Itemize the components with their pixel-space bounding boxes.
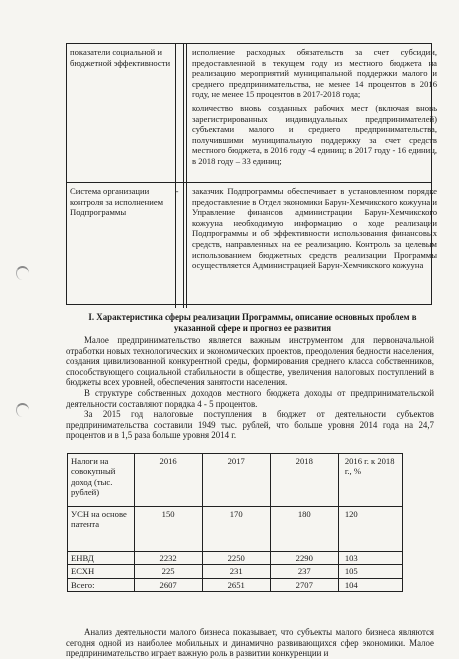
table-cell: 180 [270, 507, 338, 552]
table-cell: ЕСХН [68, 565, 135, 578]
table-cell: УСН на основе патента [68, 507, 135, 552]
paragraph: За 2015 год налоговые поступления в бюджет от деятельности субъектов предпринимательства составили 1949 тыс. рублей, что больше уровня 2014 года на 24,7 процентов и в 1,5 раза больше уровня 2014 г. [66, 409, 434, 441]
passport-row-efficiency [67, 44, 437, 182]
passport-row-control [67, 182, 437, 305]
table-cell: 2232 [134, 552, 202, 565]
table-cell: 150 [134, 507, 202, 552]
table-row [68, 578, 403, 591]
table-header-cell: 2016 [134, 454, 202, 507]
table-cell: 170 [202, 507, 270, 552]
program-passport-table [66, 43, 437, 305]
passport-row-text: количество вновь созданных рабочих мест (включая вновь зарегистрированных индивидуальных предпринимателей) субъектами малого и среднего предпринимательства, получившими муниципальную поддержку за счет средств местного бюджета, в 2016 году -4 единиц; в 2017 году - 16 единиц, в 2018 году – 33 единиц; [192, 102, 437, 166]
section-body-continued [66, 627, 434, 659]
table-cell: 103 [338, 552, 402, 565]
table-row [68, 552, 403, 565]
table-header-row [68, 454, 403, 507]
table-header-cell: Налоги на совокупный доход (тыс. рублей) [68, 454, 135, 507]
section-body [66, 335, 434, 441]
passport-row-text: исполнение расходных обязательств за счет субсидии, предоставленной в текущем году из местного бюджета на реализацию мероприятий муниципальной поддержки малого и среднего предпринимательства, не менее 14 процентов в 2016 году, не менее 15 процентов в 2017-2018 года; [192, 47, 437, 100]
table-cell: Всего: [68, 578, 135, 591]
tax-revenue-table [67, 453, 403, 592]
passport-row-dash [171, 44, 184, 185]
table-header-cell: 2018 [270, 454, 338, 507]
table-header-cell: 2017 [202, 454, 270, 507]
paragraph: Малое предпринимательство является важным инструментом для первоначальной отработки новых технологических и экономических проектов, преодоления бедности населения, создания цивилизованной конкурентной среды, формирования среднего класса собственников, способствующего социальной стабильности в обществе, увеличения налоговых поступлений в бюджеты всех уровней, обеспечения занятости населения. [66, 335, 434, 388]
passport-row-dash: - [171, 183, 184, 308]
table-cell: 2651 [202, 578, 270, 591]
table-row [68, 565, 403, 578]
section-heading: I. Характеристика сферы реализации Программы, описание основных проблем в указанной сфере и прогноз ее развития [88, 312, 417, 333]
table-cell: 2607 [134, 578, 202, 591]
table-cell: 237 [270, 565, 338, 578]
table-cell: 2707 [270, 578, 338, 591]
table-cell: 105 [338, 565, 402, 578]
punch-hole-mark [16, 403, 29, 417]
table-cell: ЕНВД [68, 552, 135, 565]
passport-row-label: показатели социальной и бюджетной эффективности [67, 44, 176, 185]
paragraph: В структуре собственных доходов местного бюджета доходы от предпринимательской деятельности составляют порядка 4 - 5 процентов. [66, 387, 434, 409]
paragraph: Анализ деятельности малого бизнеса показывает, что субъекты малого бизнеса являются сегодня одной из наиболее мобильных и динамично развивающихся сфер экономики. Малое предпринимательство играет важную роль в развитии конкуренции и [66, 627, 434, 659]
passport-row-content [186, 44, 441, 185]
passport-row-content [186, 183, 441, 308]
table-row [68, 507, 403, 552]
passport-row-text: заказчик Подпрограммы обеспечивает в установленном порядке предоставление в Отдел экономики Барун-Хемчикского кожууна и Управление финансов администрации Барун-Хемчикского кожууна необходимую информацию о ходе реализации Подпрограммы и об эффективности использования финансовых средств, направленных на ее реализацию. Контроль за целевым использованием бюджетных средств реализации Программы осуществляется Администрацией Барун-Хемчикского кожууна [192, 186, 437, 271]
table-cell: 104 [338, 578, 402, 591]
punch-hole-mark [16, 266, 29, 280]
table-cell: 2250 [202, 552, 270, 565]
table-cell: 225 [134, 565, 202, 578]
passport-row-label: Система организации контроля за исполнением Подпрограммы [67, 183, 176, 308]
table-cell: 120 [338, 507, 402, 552]
table-header-cell: 2016 г. к 2018 г., % [338, 454, 402, 507]
table-cell: 2290 [270, 552, 338, 565]
table-cell: 231 [202, 565, 270, 578]
